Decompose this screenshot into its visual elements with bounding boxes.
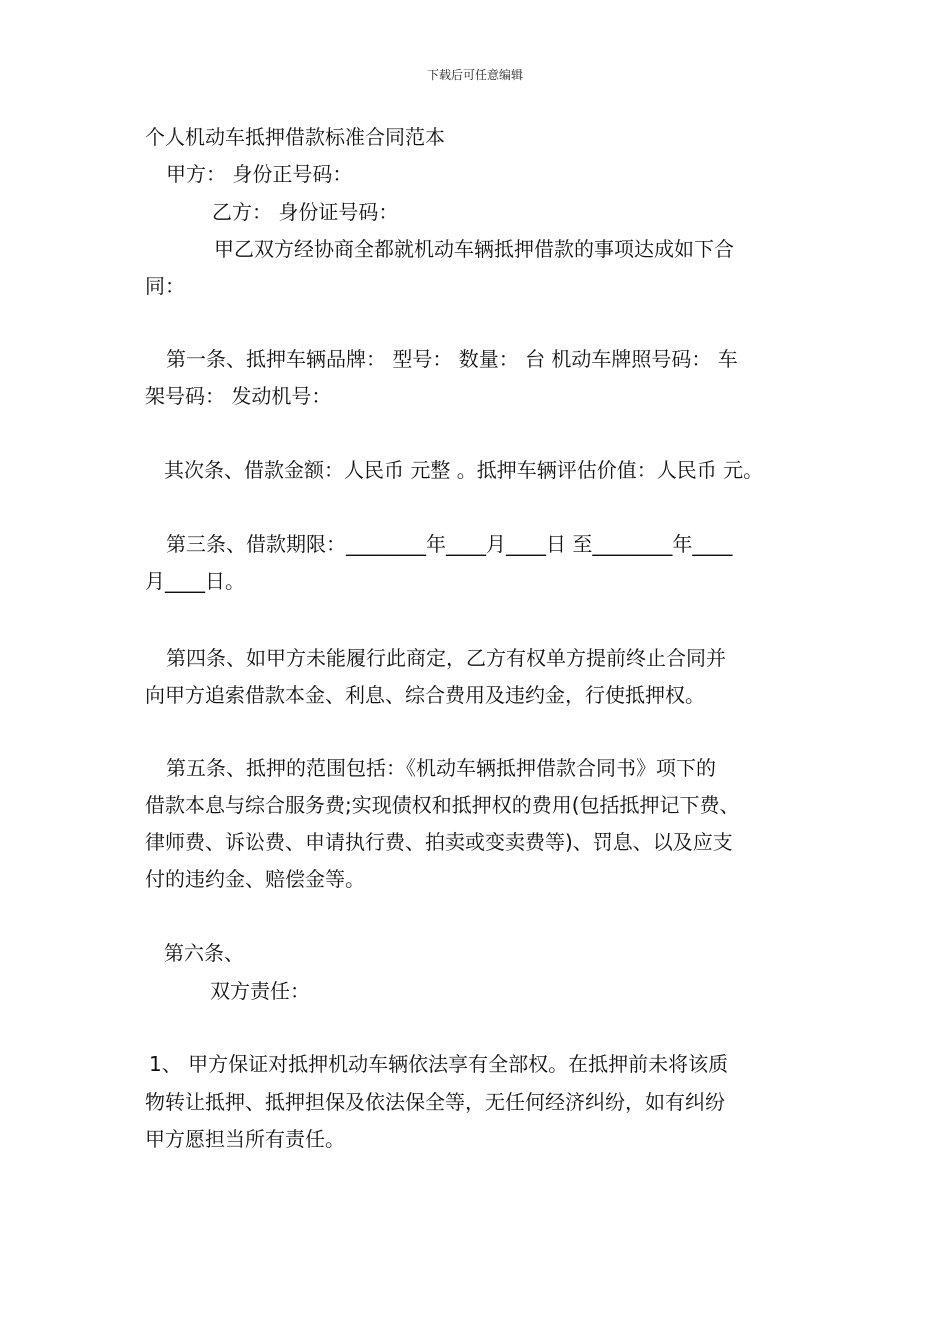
article-1-line-2: 架号码： 发动机号： <box>145 384 332 408</box>
document-title: 个人机动车抵押借款标准合同范本 <box>145 125 445 149</box>
article-4-line-2: 向甲方追索借款本金、利息、综合费用及违约金，行使抵押权。 <box>145 683 705 707</box>
party-a-line: 甲方： 身份正号码： <box>166 162 353 186</box>
clause-1-line-2: 物转让抵押、抵押担保及依法保全等，无任何经济纠纷，如有纠纷 <box>145 1090 725 1114</box>
clause-1-line-3: 甲方愿担当所有责任。 <box>145 1127 345 1151</box>
article-1-line-1: 第一条、抵押车辆品牌： 型号： 数量： 台 机动车牌照号码： 车 <box>166 347 738 371</box>
preamble-line-1: 甲乙双方经协商全都就机动车辆抵押借款的事项达成如下合 <box>214 237 734 261</box>
article-4-line-1: 第四条、如甲方未能履行此商定，乙方有权单方提前终止合同并 <box>166 646 726 670</box>
article-5-line-2: 借款本息与综合服务费;实现债权和抵押权的费用(包括抵押记下费、 <box>145 793 740 817</box>
article-5-line-4: 付的违约金、赔偿金等。 <box>145 867 365 891</box>
article-5-line-3: 律师费、诉讼费、申请执行费、拍卖或变卖费等)、罚息、以及应支 <box>145 830 733 854</box>
article-3-line-2: 月____日。 <box>145 569 245 593</box>
party-b-line: 乙方： 身份证号码： <box>212 200 399 224</box>
preamble-line-2: 同： <box>145 274 185 298</box>
article-3-line-1: 第三条、借款期限：________年____月____日 至________年____ <box>166 532 733 556</box>
article-6-line-1: 第六条、 <box>164 941 244 965</box>
clause-1-line-1: 1、 甲方保证对抵押机动车辆依法享有全部权。在抵押前未将该质 <box>149 1052 729 1076</box>
article-6-line-2: 双方责任： <box>210 979 310 1003</box>
article-2-line-1: 其次条、借款金额：人民币 元整 。抵押车辆评估价值：人民币 元。 <box>164 458 764 482</box>
header-note: 下载后可任意编辑 <box>426 68 523 82</box>
article-5-line-1: 第五条、抵押的范围包括：《机动车辆抵押借款合同书》项下的 <box>166 756 716 780</box>
